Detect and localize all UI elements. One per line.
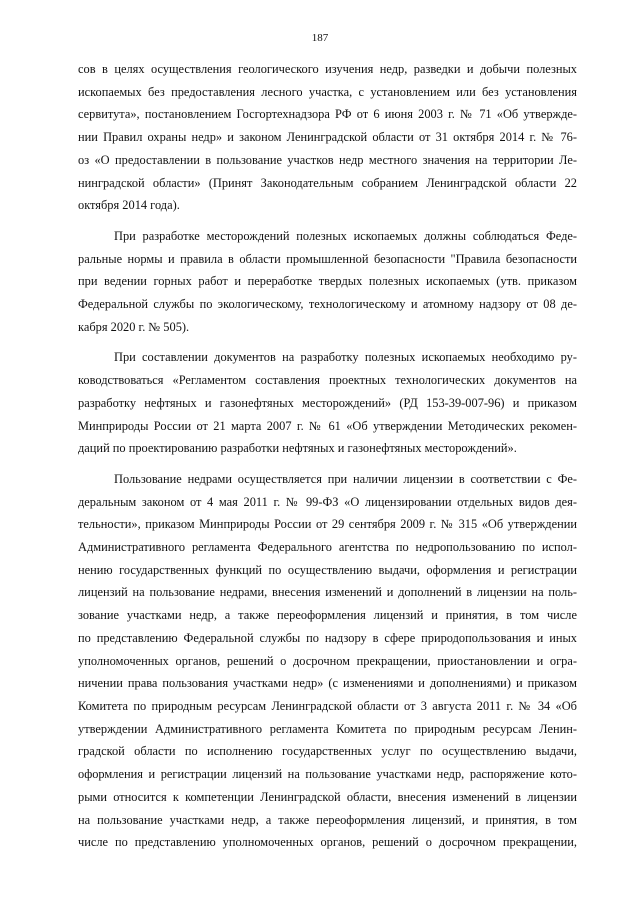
text-line: ральные нормы и правила в области промышленной безопасности "Правила безопасности — [78, 251, 577, 266]
text-line: числе по представлению уполномоченных органов, решений о досрочном прекращении, — [78, 835, 577, 850]
paragraph-1 — [78, 58, 577, 217]
text-line: нению государственных функций по осуществлению выдачи, оформления и регистрации — [78, 562, 577, 577]
paragraph-2 — [78, 225, 577, 339]
text-line: по представлению Федеральной службы по надзору в сфере природопользования и иных — [78, 630, 577, 645]
text-line: октября 2014 года). — [78, 198, 180, 213]
text-line: кабря 2020 г. № 505). — [78, 319, 190, 334]
text-line: ничении права пользования участками недр» (с изменениями и дополнениями) и приказом — [78, 676, 577, 691]
text-line: оз «О предоставлении в пользование участков недр местного значения на территории Ле- — [78, 152, 577, 167]
text-line: При разработке месторождений полезных ископаемых должны соблюдаться Феде- — [114, 228, 577, 243]
text-line: При составлении документов на разработку полезных ископаемых необходимо ру- — [114, 350, 577, 365]
text-line: зование участками недр, а также переоформления лицензий и принятия, в том числе — [78, 608, 577, 623]
body-text — [78, 58, 577, 862]
text-line: лицензий на пользование недрами, внесения изменений и дополнений в лицензии на поль- — [78, 585, 577, 600]
text-line: Пользование недрами осуществляется при наличии лицензии в соответствии с Фе- — [114, 471, 577, 486]
text-line: деральным законом от 4 мая 2011 г. № 99-ФЗ «О лицензировании отдельных видов дея- — [78, 494, 577, 509]
text-line: сов в целях осуществления геологического изучения недр, разведки и добычи полезных — [78, 62, 577, 76]
text-line: тельности», приказом Минприроды России от 29 сентября 2009 г. № 315 «Об утверждении — [78, 517, 577, 532]
text-line: Минприроды России от 21 марта 2007 г. № 61 «Об утверждении Методических рекомен- — [78, 418, 577, 433]
paragraph-4 — [78, 468, 577, 854]
text-line: сервитута», постановлением Госгортехнадзора РФ от 6 июня 2003 г. № 71 «Об утвержде- — [78, 107, 577, 122]
text-line: ководствоваться «Регламентом составления проектных технологических документов на — [78, 373, 577, 388]
text-line: Комитета по природным ресурсам Ленинградской области от 3 августа 2011 г. № 34 «Об — [78, 698, 577, 713]
text-line: Федеральной службы по экологическому, технологическому и атомному надзору от 08 де- — [78, 297, 577, 312]
text-line: разработку нефтяных и газонефтяных месторождений» (РД 153-39-007-96) и приказом — [78, 395, 577, 410]
paragraph-3 — [78, 346, 577, 460]
text-line: градской области по исполнению государственных услуг по осуществлению выдачи, — [78, 744, 577, 759]
text-line: рыми относится к компетенции Ленинградской области, внесения изменений в лицензии — [78, 789, 577, 804]
text-line: утверждении Административного регламента Комитета по природным ресурсам Ленин- — [78, 721, 577, 736]
text-line: оформления и регистрации лицензий на пользование участками недр, распоряжение кото- — [78, 767, 577, 782]
text-line: уполномоченных органов, решений о досрочном прекращении, приостановлении и огра- — [78, 653, 577, 668]
text-line: даций по проектированию разработки нефтяных и газонефтяных месторождений». — [78, 441, 517, 456]
text-line: при ведении горных работ и переработке твердых полезных ископаемых (утв. приказом — [78, 274, 577, 289]
page-number: 187 — [311, 32, 329, 44]
text-line: нинградской области» (Принят Законодательным собранием Ленинградской области 22 — [78, 175, 577, 190]
text-line: ископаемых без предоставления лесного участка, с установлением или без установления — [78, 84, 577, 99]
text-line: нии Правил охраны недр» и законом Ленинградской области от 31 октября 2014 г. № 76- — [78, 130, 577, 145]
text-line: на пользование участками недр, а также переоформления лицензий, и принятия, в том — [78, 812, 577, 827]
text-line: Административного регламента Федерального агентства по недропользованию по испол- — [78, 540, 577, 555]
